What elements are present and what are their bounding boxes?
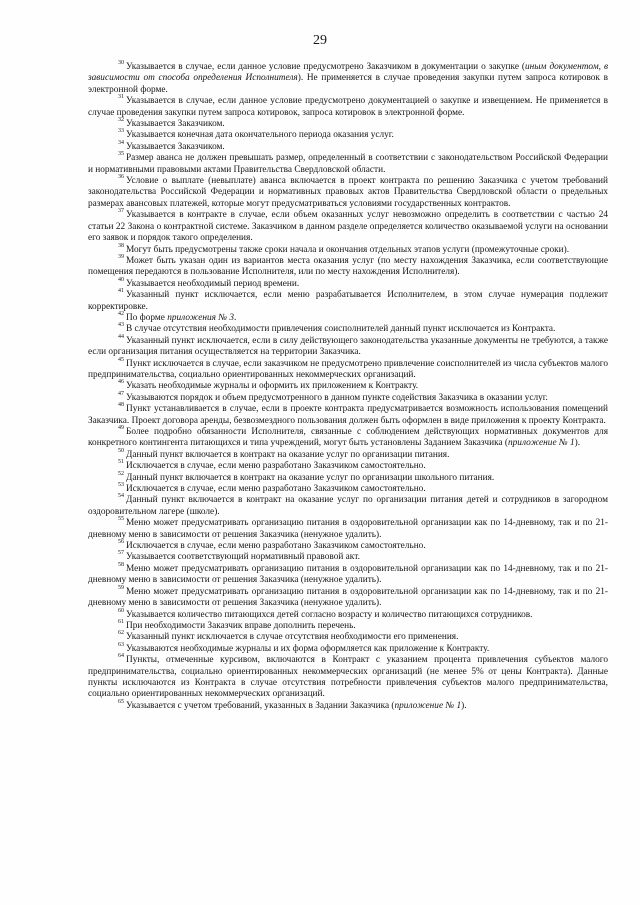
footnote-number: 44 [118,333,124,340]
footnote-number: 63 [118,641,124,648]
footnote-text: Указывается в случае, если данное условие предусмотрено Заказчиком в документации о закупке ( [126,62,525,72]
footnote [88,356,608,382]
footnote-text: Условие о выплате (невыплате) аванса включается в проект контракта по решению Заказчика с учетом требований законодательства Российской Федерации и нормативных правовых актов Правительства Свердловской области о предельных размерах авансовых платежей, которые могут предусматриваться условиями государственных контрактов. [88,176,608,209]
footnote-text: Указывается соответствующий нормативный правовой акт. [126,552,360,563]
footnote-text: . [234,312,237,323]
footnote [88,210,608,244]
footnote [88,96,608,119]
footnote [88,153,608,176]
footnote-number: 57 [118,550,124,557]
footnote-text: Исключается в случае, если меню разработано Заказчиком самостоятельно. [126,461,426,472]
footnote [88,276,608,290]
footnote [88,390,608,404]
footnote-italic-text: иным документом, в зависимости от способа определения Исполнителя [88,62,608,84]
footnote-text: Указываются необходимые журналы и их форма оформляется как приложение к Контракту. [126,643,490,654]
footnote [88,310,608,324]
footnote-number: 61 [118,618,124,625]
footnote-number: 65 [118,698,124,705]
footnote-number: 54 [118,493,124,500]
footnote [88,324,608,335]
footnote-text: ). Не применяется в случае проведения закупки путем запроса котировок в электронной форме. [88,73,608,95]
page-number: 29 [313,33,327,48]
footnote-number: 35 [118,151,124,158]
footnote [88,461,608,472]
footnote-text: Указанный пункт исключается, если в силу действующего законодательства указанные документы не требуются, а также если организация питания осуществляется на территории Заказчика. [88,335,608,358]
footnote-number: 31 [118,94,124,101]
footnote-number: 59 [118,584,124,591]
footnote-text: Данный пункт включается в контракт на оказание услуг по организации питания. [126,449,450,460]
footnote-number: 56 [118,539,124,546]
footnote [88,607,608,621]
footnote-text: Исключается в случае, если меню разработано Заказчиком самостоятельно. [126,541,426,552]
footnote-number: 30 [118,60,124,66]
footnote [88,584,608,610]
footnote-number: 48 [118,402,124,409]
footnote [88,139,608,153]
footnote [88,641,608,655]
footnote-text: Более подробно обязанности Исполнителя, связанные с соблюдением действующих нормативных документов для конкретного контингента питающихся и типа учреждений, могут быть установлены Заданием Заказчика ( [88,427,608,449]
footnote [88,541,608,552]
footnote-number: 40 [118,276,124,283]
footnote-text: Меню может предусматривать организацию питания в оздоровительной организации как по 14-дневному, так и по 21-дневному меню в зависимости от решения Заказчика (ненужное удалить). [88,518,608,540]
footnote-text: Указывается необходимый период времени. [126,278,300,289]
footnote-text: Исключается в случае, если меню разработано Заказчиком самостоятельно. [126,484,426,495]
footnote-number: 33 [118,128,124,135]
footnote [88,404,608,427]
footnote-text: Меню может предусматривать организацию питания в оздоровительной организации как по 14-дневному, так и по 21-дневному меню в зависимости от решения Заказчика (ненужное удалить). [88,563,608,586]
footnote-text: Пункты, отмеченные курсивом, включаются в Контракт с указанием процента привлечения субъектов малого предпринимательства, социально ориентированных некоммерческих организаций (не менее 5% от цены Контракта). Данные пункты исключаются из Контракта в случае отсутствия потребности привлечения субъектов малого предпринимательства, социально ориентированных некоммерческих организаций. [88,655,608,700]
footnote [88,632,608,643]
footnote [88,176,608,210]
footnote-text: Указывается конечная дата окончательного периода оказания услуг. [126,130,394,141]
footnote-text: В случае отсутствия необходимости привлечения соисполнителей данный пункт исключается из Контракта. [126,324,556,335]
footnote [88,130,608,141]
footnote-text: Пункт устанавливается в случае, если в проекте контракта предусматривается возможность использования помещений Заказчика. Проект договора аренды, безвозмездного пользования должен быть оформлен в виде приложения к проекту Контракта. [88,404,608,426]
footnote-text: ). [461,700,467,711]
footnote [88,253,608,279]
footnote-text: Указывается в случае, если данное условие предусмотрено документацией о закупке и извещением. Не применяется в случае проведения закупки путем запроса котировок, запроса котировок в электронной форме. [88,96,608,118]
footnote [88,242,608,256]
footnote-number: 34 [118,139,124,146]
footnote-text: Данный пункт включается в контракт на оказание услуг по организации питания детей и сотрудников в загородном оздоровительном лагере (школе). [88,495,608,517]
footnote-number: 42 [118,310,124,317]
footnote-italic-text: приложения № 3 [167,312,235,323]
footnote-text: Может быть указан один из вариантов места оказания услуг (по месту нахождения Заказчика, если соответствующие помещения передаются в пользование Исполнителя, или по месту нахождения Исполнителя). [88,255,608,278]
footnote [88,561,608,587]
footnote-number: 36 [118,174,124,181]
footnote-italic-text: приложение № 1 [394,700,462,711]
footnote-text: Указывается Заказчиком. [126,141,225,152]
footnote-number: 47 [118,390,124,397]
footnote-text: При необходимости Заказчик вправе дополнить перечень. [126,620,356,631]
footnote [88,655,608,701]
footnote-italic-text: приложение № 1 [508,438,575,449]
footnote [88,618,608,632]
footnote-text: Пункт исключается в случае, если заказчиком не предусмотрено привлечение соисполнителей из числа субъектов малого предпринимательства, социально ориентированных некоммерческих организаций. [88,358,608,380]
footnote-number: 60 [118,607,124,614]
footnote [88,518,608,541]
footnote [88,62,608,96]
footnote-text: ). [574,438,581,449]
footnote-number: 41 [118,288,124,295]
footnote-number: 37 [118,208,124,215]
footnote-text: Могут быть предусмотрены также сроки начала и окончания отдельных этапов услуги (промежуточные сроки). [126,244,570,255]
footnote-number: 50 [118,447,124,454]
footnote-number: 45 [118,356,124,363]
footnote [88,427,608,450]
footnote-number: 32 [118,117,124,124]
footnote-text: Указывается с учетом требований, указанных в Задании Заказчика ( [126,700,395,711]
footnote [88,447,608,461]
footnote-text: Указываются порядок и объем предусмотренного в данном пункте содействия Заказчика в оказании услуг. [126,392,548,403]
footnote-text: Указанный пункт исключается, если меню разрабатывается Исполнителем, в этом случае нумерация подлежит корректировке. [88,290,608,312]
footnote-number: 55 [118,516,124,523]
footnote-number: 46 [118,379,124,386]
footnote [88,470,608,484]
footnote [88,495,608,518]
footnote [88,698,608,712]
footnote [88,484,608,495]
footnote-number: 62 [118,630,124,637]
footnote-text: Размер аванса не должен превышать размер, определенный в соответствии с законодательством Российской Федерации и нормативными правовыми актами Правительства Свердловской области. [88,153,608,175]
footnote-number: 51 [118,459,124,466]
footnote-number: 49 [118,425,124,431]
footnote-text: Указать необходимые журналы и оформить их приложением к Контракту. [126,381,419,392]
footnote-text: По форме [126,312,168,323]
footnotes-list [88,62,608,712]
footnote [88,119,608,130]
footnote [88,552,608,563]
footnote-text: Указывается Заказчиком. [126,119,225,130]
footnote-text: Указывается количество питающихся детей согласно возрасту и количество питающихся сотрудников. [126,609,533,620]
footnote-number: 52 [118,470,124,477]
footnote-number: 58 [118,561,124,568]
footnote-text: Данный пункт включается в контракт на оказание услуг по организации школьного питания. [126,472,495,483]
footnote-number: 39 [118,253,124,260]
footnote-text: Указывается в контракте в случае, если объем оказанных услуг невозможно определить в соответствии с частью 24 статьи 22 Закона о контрактной системе. Заказчиком в данном разделе определяется количество оказываемой услуги на основании его заявок и порядок такого определения. [88,210,608,244]
footnote [88,333,608,359]
footnote [88,381,608,392]
footnote-text: Указанный пункт исключается в случае отсутствия необходимости его применения. [126,632,459,643]
footnote [88,290,608,313]
footnote-text: Меню может предусматривать организацию питания в оздоровительной организации как по 14-дневному, так и по 21-дневному меню в зависимости от решения Заказчика (ненужное удалить). [88,586,608,609]
footnote-number: 43 [118,322,124,329]
footnote-number: 64 [118,653,124,660]
footnote-number: 53 [118,482,124,489]
footnote-number: 38 [118,242,124,249]
